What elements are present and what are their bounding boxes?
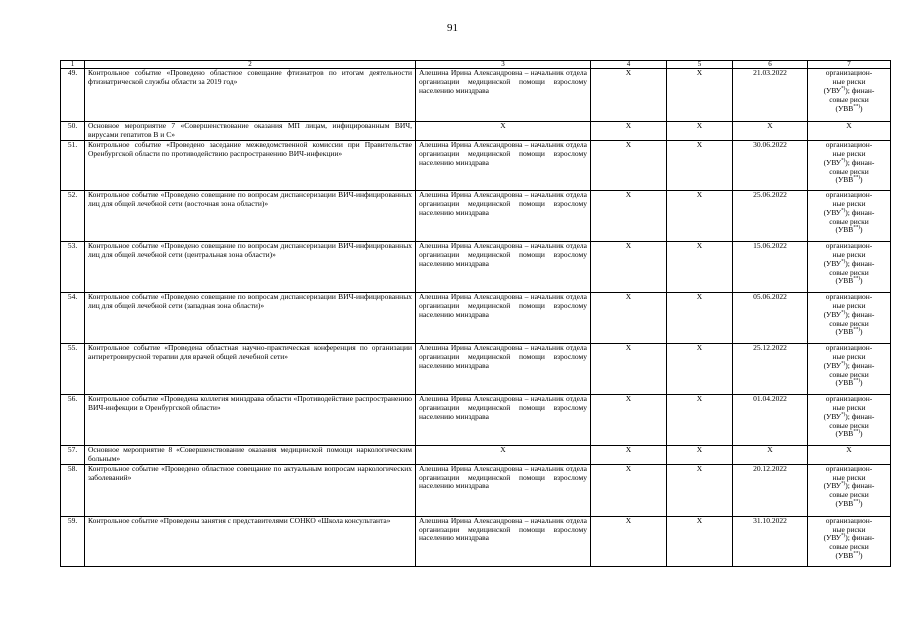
responsible-person: Алешина Ирина Александровна – начальник отдела организации медицинской помощи взрослому населению минздрава xyxy=(416,241,591,292)
x-mark: Х xyxy=(591,190,667,241)
risk-text: ные риски xyxy=(832,351,866,361)
risk-footnote-mark: *) xyxy=(841,86,846,92)
risk-text: (УВВ xyxy=(835,378,854,388)
risk-footnote-mark: **) xyxy=(853,429,860,435)
activities-table xyxy=(60,60,891,567)
column-number: 6 xyxy=(733,61,808,69)
event-date: 15.06.2022 xyxy=(733,241,808,292)
row-number: 54. xyxy=(61,292,85,343)
x-mark: Х xyxy=(733,122,808,141)
event-description: Контрольное событие «Проведено совещание по вопросам диспансеризации ВИЧ-инфицированных лиц для общей лечебной сети (центральная зона области)» xyxy=(85,241,416,292)
risk-text: ); финан- xyxy=(845,360,875,370)
risk-text: ); финан- xyxy=(845,85,875,95)
table-row xyxy=(61,394,891,445)
risk-text: ные риски xyxy=(832,402,866,412)
risk-text: совые риски xyxy=(829,166,869,176)
table-row xyxy=(61,516,891,566)
page-number: 91 xyxy=(447,22,458,34)
risk-text: организацион- xyxy=(825,394,873,403)
risk-cell xyxy=(808,394,891,445)
risk-footnote-mark: *) xyxy=(841,259,846,265)
column-number: 1 xyxy=(61,61,85,69)
x-mark: Х xyxy=(808,122,891,141)
table-row xyxy=(61,122,891,141)
column-number: 4 xyxy=(591,61,667,69)
risk-text: (УВУ xyxy=(823,360,842,370)
x-mark: Х xyxy=(667,445,733,464)
risk-cell xyxy=(808,292,891,343)
x-mark: Х xyxy=(416,445,591,464)
risk-text: ) xyxy=(859,103,863,113)
row-number: 57. xyxy=(61,445,85,464)
responsible-person: Алешина Ирина Александровна – начальник отдела организации медицинской помощи взрослому населению минздрава xyxy=(416,190,591,241)
risk-footnote-mark: **) xyxy=(853,499,860,505)
column-number: 5 xyxy=(667,61,733,69)
risk-text: ные риски xyxy=(832,472,866,482)
risk-text: ) xyxy=(859,175,863,185)
responsible-person: Алешина Ирина Александровна – начальник отдела организации медицинской помощи взрослому населению минздрава xyxy=(416,464,591,516)
risk-cell xyxy=(808,241,891,292)
risk-text: (УВУ xyxy=(823,309,842,319)
event-date: 31.10.2022 xyxy=(733,516,808,566)
risk-text: (УВВ xyxy=(835,327,854,337)
risk-text: ); финан- xyxy=(845,309,875,319)
x-mark: Х xyxy=(667,292,733,343)
risk-text: (УВУ xyxy=(823,85,842,95)
risk-cell xyxy=(808,140,891,190)
column-number: 3 xyxy=(416,61,591,69)
table-row xyxy=(61,190,891,241)
risk-text: ) xyxy=(859,327,863,337)
risk-text: (УВВ xyxy=(835,429,854,439)
x-mark: Х xyxy=(591,343,667,394)
responsible-person: Алешина Ирина Александровна – начальник отдела организации медицинской помощи взрослому населению минздрава xyxy=(416,394,591,445)
event-description: Контрольное событие «Проведена коллегия минздрава области «Противодействие распространению ВИЧ-инфекции в Оренбургской области» xyxy=(85,394,416,445)
row-number: 53. xyxy=(61,241,85,292)
risk-text: (УВУ xyxy=(823,481,842,491)
event-description: Контрольное событие «Проведено совещание по вопросам диспансеризации ВИЧ-инфицированных лиц для общей лечебной сети (западная зона области)» xyxy=(85,292,416,343)
risk-text: (УВУ xyxy=(823,157,842,167)
risk-text: ные риски xyxy=(832,249,866,259)
event-date: 01.04.2022 xyxy=(733,394,808,445)
event-date: 20.12.2022 xyxy=(733,464,808,516)
risk-text: ные риски xyxy=(832,524,866,534)
x-mark: Х xyxy=(591,292,667,343)
event-date: 30.06.2022 xyxy=(733,140,808,190)
x-mark: Х xyxy=(591,122,667,141)
risk-text: (УВУ xyxy=(823,411,842,421)
risk-text: (УВВ xyxy=(835,225,854,235)
risk-text: (УВВ xyxy=(835,499,854,509)
event-description: Основное мероприятие 8 «Совершенствование оказания медицинской помощи наркологическим больным» xyxy=(85,445,416,464)
column-number-row xyxy=(61,61,891,69)
event-date: 21.03.2022 xyxy=(733,69,808,122)
risk-text: (УВВ xyxy=(835,175,854,185)
row-number: 51. xyxy=(61,140,85,190)
x-mark: Х xyxy=(733,445,808,464)
x-mark: Х xyxy=(591,140,667,190)
risk-text: ) xyxy=(859,225,863,235)
x-mark: Х xyxy=(591,394,667,445)
risk-cell xyxy=(808,464,891,516)
responsible-person: Алешина Ирина Александровна – начальник отдела организации медицинской помощи взрослому населению минздрава xyxy=(416,69,591,122)
risk-footnote-mark: *) xyxy=(841,158,846,164)
risk-footnote-mark: **) xyxy=(853,104,860,110)
risk-cell xyxy=(808,190,891,241)
risk-text: совые риски xyxy=(829,267,869,277)
x-mark: Х xyxy=(667,516,733,566)
risk-text: ) xyxy=(859,378,863,388)
risk-text: совые риски xyxy=(829,94,869,104)
risk-text: ) xyxy=(859,551,863,561)
x-mark: Х xyxy=(667,241,733,292)
risk-text: ); финан- xyxy=(845,533,875,543)
event-description: Контрольное событие «Проведено заседание межведомственной комиссии при Правительстве Оренбургской области по противодействию распространению ВИЧ-инфекции» xyxy=(85,140,416,190)
risk-cell xyxy=(808,516,891,566)
event-description: Контрольное событие «Проведено областное совещание по актуальным вопросам наркологических заболеваний» xyxy=(85,464,416,516)
x-mark: Х xyxy=(667,464,733,516)
risk-footnote-mark: **) xyxy=(853,327,860,333)
risk-text: ); финан- xyxy=(845,258,875,268)
risk-text: (УВВ xyxy=(835,103,854,113)
risk-text: ) xyxy=(859,499,863,509)
x-mark: Х xyxy=(667,122,733,141)
event-description: Контрольное событие «Проведена областная научно-практическая конференция по организации антиретровирусной терапии для врачей общей лечебной сети» xyxy=(85,343,416,394)
risk-text: организацион- xyxy=(825,516,873,525)
x-mark: Х xyxy=(667,190,733,241)
risk-footnote-mark: **) xyxy=(853,551,860,557)
risk-text: ); финан- xyxy=(845,411,875,421)
event-description: Контрольное событие «Проведены занятия с представителями СОНКО «Школа консультанта» xyxy=(85,516,416,566)
risk-footnote-mark: **) xyxy=(853,175,860,181)
risk-text: (УВВ xyxy=(835,276,854,286)
table-row xyxy=(61,69,891,122)
risk-text: организацион- xyxy=(825,140,873,149)
risk-text: совые риски xyxy=(829,420,869,430)
risk-cell xyxy=(808,343,891,394)
risk-text: совые риски xyxy=(829,490,869,500)
x-mark: Х xyxy=(667,140,733,190)
row-number: 52. xyxy=(61,190,85,241)
table-row xyxy=(61,140,891,190)
risk-footnote-mark: **) xyxy=(853,378,860,384)
risk-text: (УВВ xyxy=(835,551,854,561)
table-row xyxy=(61,445,891,464)
x-mark: Х xyxy=(667,394,733,445)
responsible-person: Алешина Ирина Александровна – начальник отдела организации медицинской помощи взрослому населению минздрава xyxy=(416,292,591,343)
x-mark: Х xyxy=(591,69,667,122)
column-number: 2 xyxy=(85,61,416,69)
risk-text: совые риски xyxy=(829,318,869,328)
risk-text: (УВУ xyxy=(823,258,842,268)
responsible-person: Алешина Ирина Александровна – начальник отдела организации медицинской помощи взрослому населению минздрава xyxy=(416,140,591,190)
risk-footnote-mark: *) xyxy=(841,208,846,214)
risk-text: ) xyxy=(859,276,863,286)
risk-footnote-mark: *) xyxy=(841,412,846,418)
risk-footnote-mark: **) xyxy=(853,225,860,231)
event-date: 25.06.2022 xyxy=(733,190,808,241)
risk-footnote-mark: *) xyxy=(841,310,846,316)
event-description: Основное мероприятие 7 «Совершенствование оказания МП лицам, инфицированным ВИЧ, вирусами гепатитов В и С» xyxy=(85,122,416,141)
risk-text: организацион- xyxy=(825,241,873,250)
risk-text: организацион- xyxy=(825,343,873,352)
responsible-person: Алешина Ирина Александровна – начальник отдела организации медицинской помощи взрослому населению минздрава xyxy=(416,343,591,394)
risk-text: ); финан- xyxy=(845,481,875,491)
table-row xyxy=(61,241,891,292)
risk-text: ные риски xyxy=(832,300,866,310)
risk-text: ные риски xyxy=(832,198,866,208)
x-mark: Х xyxy=(591,516,667,566)
risk-text: организацион- xyxy=(825,68,873,77)
x-mark: Х xyxy=(667,343,733,394)
risk-text: ные риски xyxy=(832,148,866,158)
event-date: 05.06.2022 xyxy=(733,292,808,343)
event-date: 25.12.2022 xyxy=(733,343,808,394)
risk-footnote-mark: *) xyxy=(841,361,846,367)
risk-footnote-mark: *) xyxy=(841,481,846,487)
risk-text: (УВУ xyxy=(823,533,842,543)
event-description: Контрольное событие «Проведено областное совещание фтизиатров по итогам деятельности фтизиатрической службы области за 2019 год» xyxy=(85,69,416,122)
risk-text: совые риски xyxy=(829,216,869,226)
risk-cell xyxy=(808,69,891,122)
risk-text: совые риски xyxy=(829,369,869,379)
risk-text: ); финан- xyxy=(845,157,875,167)
risk-text: ); финан- xyxy=(845,207,875,217)
row-number: 56. xyxy=(61,394,85,445)
risk-text: ные риски xyxy=(832,76,866,86)
risk-text: (УВУ xyxy=(823,207,842,217)
x-mark: Х xyxy=(667,69,733,122)
x-mark: Х xyxy=(591,464,667,516)
event-description: Контрольное событие «Проведено совещание по вопросам диспансеризации ВИЧ-инфицированных лиц для общей лечебной сети (восточная зона области)» xyxy=(85,190,416,241)
table-row xyxy=(61,292,891,343)
risk-text: организацион- xyxy=(825,464,873,473)
risk-footnote-mark: **) xyxy=(853,276,860,282)
risk-text: ) xyxy=(859,429,863,439)
x-mark: Х xyxy=(591,241,667,292)
row-number: 50. xyxy=(61,122,85,141)
x-mark: Х xyxy=(591,445,667,464)
risk-text: организацион- xyxy=(825,190,873,199)
risk-text: организацион- xyxy=(825,292,873,301)
row-number: 59. xyxy=(61,516,85,566)
table-row xyxy=(61,464,891,516)
responsible-person: Алешина Ирина Александровна – начальник отдела организации медицинской помощи взрослому населению минздрава xyxy=(416,516,591,566)
table-row xyxy=(61,343,891,394)
x-mark: Х xyxy=(808,445,891,464)
risk-text: совые риски xyxy=(829,542,869,552)
row-number: 49. xyxy=(61,69,85,122)
risk-footnote-mark: *) xyxy=(841,533,846,539)
column-number: 7 xyxy=(808,61,891,69)
x-mark: Х xyxy=(416,122,591,141)
row-number: 58. xyxy=(61,464,85,516)
row-number: 55. xyxy=(61,343,85,394)
